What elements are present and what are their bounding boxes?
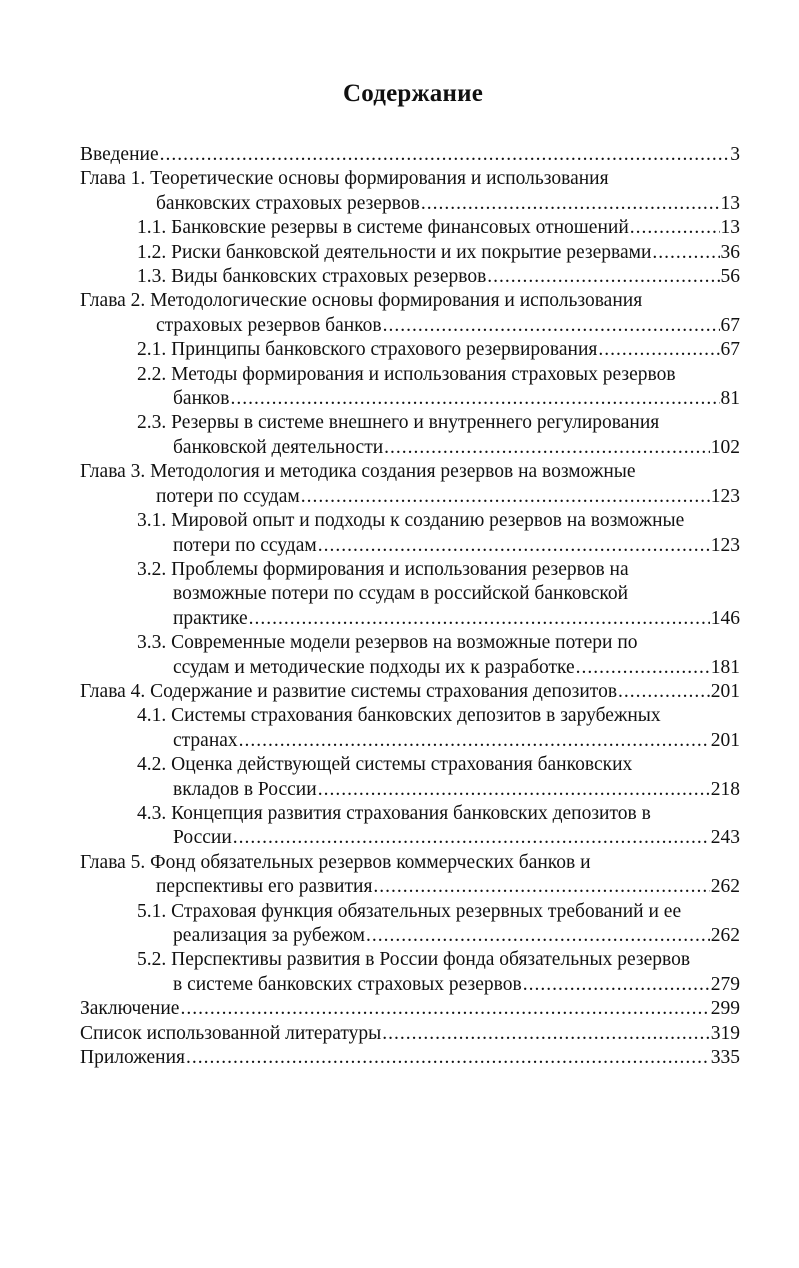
toc-page-number: 299 (710, 998, 740, 1020)
toc-entry-text: 4.3. Концепция развития страхования банковских депозитов в (137, 802, 651, 824)
toc-chapter-entry[interactable] (80, 167, 740, 216)
toc-entry-text: Глава 1. Теоретические основы формирования и использования (80, 168, 609, 190)
toc-entry-text: возможные потери по ссудам в российской банковской (173, 583, 629, 605)
dot-leader (652, 241, 719, 265)
toc-chapter-entry[interactable] (80, 680, 740, 704)
toc-entry-text: реализация за рубежом (173, 925, 365, 946)
dot-leader (318, 778, 710, 802)
toc-chapter-entry[interactable] (80, 997, 740, 1021)
dot-leader (301, 485, 710, 509)
toc-section-entry[interactable] (80, 558, 740, 631)
toc-section-entry[interactable] (80, 948, 740, 997)
toc-entry-text: Глава 4. Содержание и развитие системы страхования депозитов (80, 680, 618, 702)
toc-entry-text: в системе банковских страховых резервов (173, 973, 522, 995)
toc-entry-text: потери по ссудам (156, 485, 300, 507)
toc-section-entry[interactable] (80, 753, 740, 802)
toc-page-number: 243 (710, 827, 740, 849)
toc-section-entry[interactable] (80, 265, 740, 289)
toc-entry-text: 5.1. Страховая функция обязательных резервных требований и ее (137, 900, 682, 922)
dot-leader (373, 875, 709, 899)
toc-entry-text: 1.2. Риски банковской деятельности и их покрытие резервами (137, 241, 652, 263)
toc-entry-text: Заключение (80, 998, 180, 1020)
toc-section-entry[interactable] (80, 411, 740, 460)
toc-entry-text: России (173, 827, 232, 849)
toc-page-number: 335 (710, 1047, 740, 1069)
toc-entry-text: 4.1. Системы страхования банковских депозитов в зарубежных (137, 705, 661, 727)
toc-page-number: 201 (710, 729, 740, 751)
toc-chapter-entry[interactable] (80, 1046, 740, 1070)
toc-section-entry[interactable] (80, 216, 740, 240)
toc-page-number: 123 (710, 485, 740, 507)
toc-entry-text: Глава 5. Фонд обязательных резервов коммерческих банков и (80, 851, 591, 873)
toc-entry-text: 3.3. Современные модели резервов на возможные потери по (137, 632, 638, 654)
toc-page-number: 3 (730, 144, 740, 165)
toc-entry-text: 4.2. Оценка действующей системы страхования банковских (137, 754, 633, 776)
toc-page-number: 102 (710, 436, 740, 458)
dot-leader (598, 338, 719, 362)
dot-leader (233, 826, 710, 850)
toc-section-entry[interactable] (80, 631, 740, 680)
dot-leader (366, 924, 710, 948)
toc-entry-text: 5.2. Перспективы развития в России фонда обязательных резервов (137, 949, 691, 971)
dot-leader (618, 680, 710, 704)
toc-section-entry[interactable] (80, 802, 740, 851)
toc-page-number: 319 (710, 1022, 740, 1044)
dot-leader (630, 216, 720, 240)
dot-leader (383, 314, 720, 338)
toc-entry-text: 1.1. Банковские резервы в системе финансовых отношений (137, 217, 629, 239)
dot-leader (576, 656, 710, 680)
toc-page-number: 123 (710, 534, 740, 556)
toc-entry-text: Приложения (80, 1047, 185, 1069)
toc-entry-text: 2.2. Методы формирования и использования страховых резервов (137, 363, 676, 385)
toc-page-number: 279 (710, 973, 740, 995)
toc-entry-text: 2.1. Принципы банковского страхового резервирования (137, 339, 598, 361)
toc-section-entry[interactable] (80, 900, 740, 949)
dot-leader (384, 436, 710, 460)
page-title: Содержание (342, 80, 483, 107)
toc-chapter-entry[interactable] (80, 289, 740, 338)
toc-chapter-entry[interactable] (80, 1022, 740, 1046)
toc-entry-text: Введение (80, 144, 159, 165)
dot-leader (382, 1022, 709, 1046)
toc-section-entry[interactable] (80, 509, 740, 558)
toc-entry-text: банковской деятельности (173, 436, 384, 458)
toc-page-number: 181 (710, 656, 740, 678)
dot-leader (523, 973, 710, 997)
toc-entry-text: Глава 3. Методология и методика создания резервов на возможные (80, 461, 636, 483)
toc-page-number: 56 (720, 266, 740, 288)
toc-page-number: 262 (710, 925, 740, 946)
toc-section-entry[interactable] (80, 704, 740, 753)
toc-section-entry[interactable] (80, 363, 740, 412)
toc-entry-text: страховых резервов банков (156, 314, 382, 336)
dot-leader (239, 729, 710, 753)
toc-entry-text: банков (173, 388, 230, 410)
toc-entry-text: потери по ссудам (173, 534, 317, 556)
dot-leader (487, 265, 719, 289)
toc-page-number: 67 (720, 339, 740, 361)
table-of-contents (80, 143, 740, 1070)
toc-page-number: 13 (720, 192, 740, 214)
toc-entry-text: Глава 2. Методологические основы формирования и использования (80, 290, 643, 312)
toc-entry-text: 1.3. Виды банковских страховых резервов (137, 266, 487, 288)
toc-page-number: 218 (710, 778, 740, 800)
toc-entry-text: Список использованной литературы (80, 1022, 382, 1044)
toc-entry-text: странах (173, 729, 238, 751)
toc-entry-text: перспективы его развития (156, 876, 373, 898)
dot-leader (186, 1046, 710, 1070)
toc-page-number: 13 (720, 217, 740, 239)
toc-chapter-entry[interactable] (80, 460, 740, 509)
toc-page-number: 81 (720, 388, 740, 410)
toc-entry-text: банковских страховых резервов (156, 192, 420, 214)
toc-page-number: 146 (710, 607, 740, 629)
dot-leader (180, 997, 709, 1021)
toc-page-number: 67 (720, 314, 740, 336)
toc-entry-text: 3.2. Проблемы формирования и использования резервов на (137, 558, 629, 580)
toc-entry-text: 3.1. Мировой опыт и подходы к созданию резервов на возможные (137, 510, 685, 532)
dot-leader (230, 387, 719, 411)
dot-leader (318, 534, 710, 558)
toc-entry-text: ссудам и методические подходы их к разработке (173, 656, 575, 678)
dot-leader (160, 143, 730, 167)
toc-chapter-entry[interactable] (80, 851, 740, 900)
toc-chapter-entry[interactable] (80, 143, 740, 167)
toc-page-number: 262 (710, 876, 740, 898)
dot-leader (249, 607, 710, 631)
toc-page-number: 201 (710, 680, 740, 702)
toc-page-number: 36 (720, 241, 740, 263)
toc-entry-text: практике (173, 607, 248, 629)
toc-entry-text: 2.3. Резервы в системе внешнего и внутреннего регулирования (137, 412, 660, 434)
dot-leader (421, 192, 720, 216)
toc-entry-text: вкладов в России (173, 778, 317, 800)
toc-section-entry[interactable] (80, 338, 740, 362)
toc-section-entry[interactable] (80, 241, 740, 265)
